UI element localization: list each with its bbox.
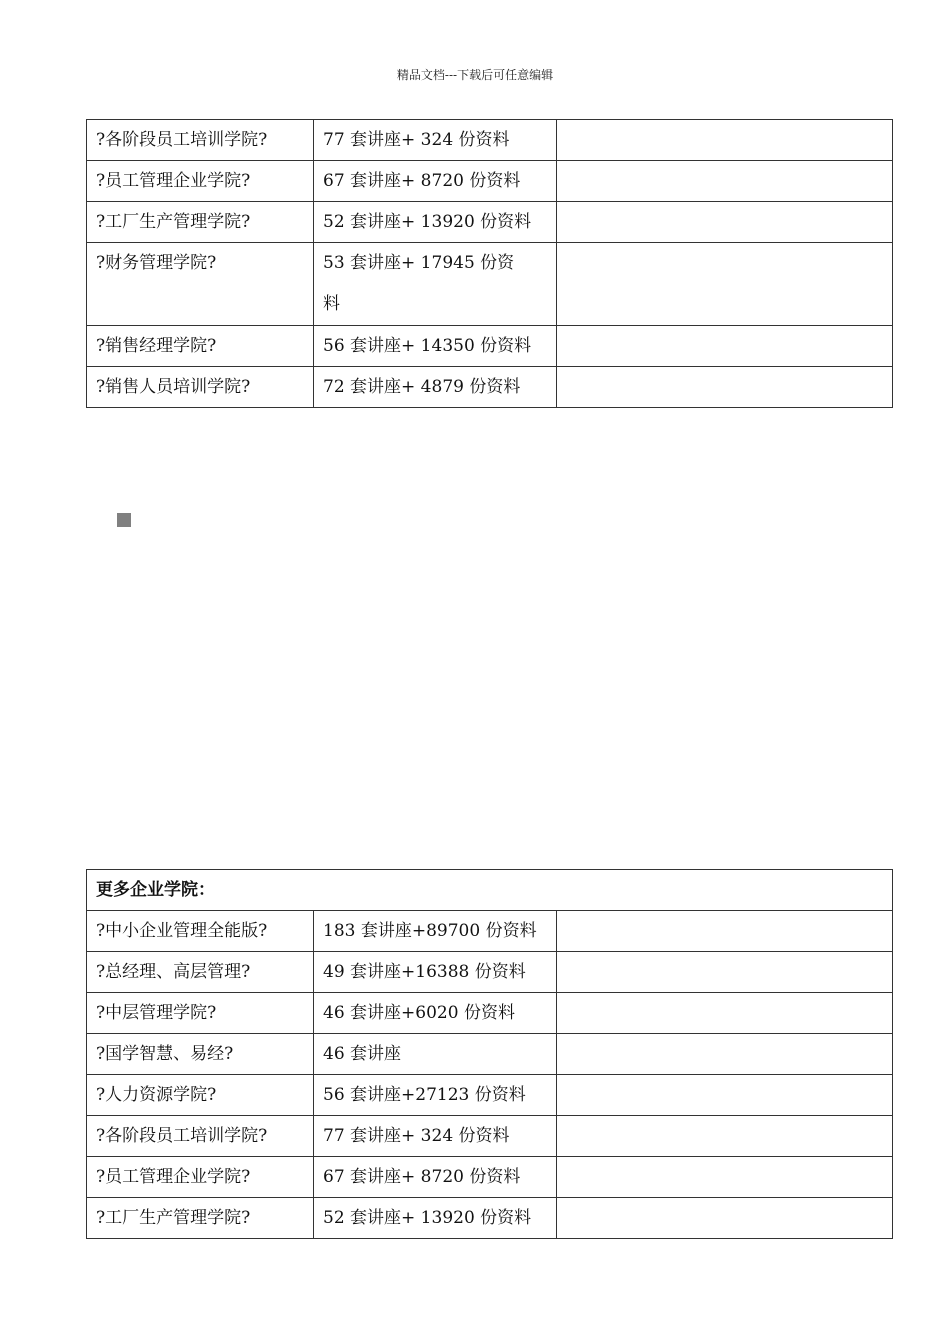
empty-cell [557, 952, 893, 993]
academy-table-1 [86, 119, 893, 408]
empty-cell [557, 202, 893, 243]
empty-cell [557, 367, 893, 408]
academy-detail: 52 套讲座+ 13920 份资料 [314, 202, 557, 243]
academy-detail: 46 套讲座+6020 份资料 [314, 993, 557, 1034]
academy-name: ?中小企业管理全能版? [87, 911, 314, 952]
academy-name: ?财务管理学院? [87, 243, 314, 326]
table-row [87, 952, 893, 993]
empty-cell [557, 993, 893, 1034]
academy-name: ?工厂生产管理学院? [87, 202, 314, 243]
academy-name: ?员工管理企业学院? [87, 1157, 314, 1198]
empty-cell [557, 1198, 893, 1239]
academy-detail: 56 套讲座+ 14350 份资料 [314, 326, 557, 367]
academy-detail-line2: 料 [323, 294, 340, 314]
table-row [87, 1116, 893, 1157]
empty-cell [557, 1034, 893, 1075]
table-row [87, 1157, 893, 1198]
table-row [87, 243, 893, 326]
table-row [87, 1075, 893, 1116]
empty-cell [557, 243, 893, 326]
page-header: 精品文档---下载后可任意编辑 [396, 68, 554, 82]
academy-detail [314, 243, 557, 326]
academy-name: ?销售经理学院? [87, 326, 314, 367]
academy-detail: 77 套讲座+ 324 份资料 [314, 1116, 557, 1157]
empty-cell [557, 1157, 893, 1198]
academy-detail: 67 套讲座+ 8720 份资料 [314, 161, 557, 202]
academy-table-2 [86, 869, 893, 1239]
table-row [87, 161, 893, 202]
academy-name: ?各阶段员工培训学院? [87, 120, 314, 161]
academy-detail: 77 套讲座+ 324 份资料 [314, 120, 557, 161]
academy-detail: 52 套讲座+ 13920 份资料 [314, 1198, 557, 1239]
academy-name: ?销售人员培训学院? [87, 367, 314, 408]
academy-name: ?工厂生产管理学院? [87, 1198, 314, 1239]
academy-detail: 72 套讲座+ 4879 份资料 [314, 367, 557, 408]
empty-cell [557, 161, 893, 202]
academy-name: ?总经理、高层管理? [87, 952, 314, 993]
table-row [87, 1034, 893, 1075]
table-title-row [87, 870, 893, 911]
empty-cell [557, 1075, 893, 1116]
academy-name: ?中层管理学院? [87, 993, 314, 1034]
academy-detail: 183 套讲座+89700 份资料 [314, 911, 557, 952]
empty-cell [557, 911, 893, 952]
academy-name: ?各阶段员工培训学院? [87, 1116, 314, 1157]
table-row [87, 367, 893, 408]
table-row [87, 1198, 893, 1239]
academy-detail: 49 套讲座+16388 份资料 [314, 952, 557, 993]
square-bullet-icon [117, 513, 131, 527]
academy-detail: 56 套讲座+27123 份资料 [314, 1075, 557, 1116]
table-row [87, 993, 893, 1034]
table-row [87, 202, 893, 243]
academy-name: ?人力资源学院? [87, 1075, 314, 1116]
academy-detail: 67 套讲座+ 8720 份资料 [314, 1157, 557, 1198]
table-row [87, 326, 893, 367]
academy-detail: 46 套讲座 [314, 1034, 557, 1075]
empty-cell [557, 326, 893, 367]
table-row [87, 120, 893, 161]
academy-detail-line1: 53 套讲座+ 17945 份资 [323, 253, 515, 273]
academy-name: ?国学智慧、易经? [87, 1034, 314, 1075]
section-title: 更多企业学院： [87, 870, 893, 911]
empty-cell [557, 1116, 893, 1157]
table-row [87, 911, 893, 952]
empty-cell [557, 120, 893, 161]
academy-name: ?员工管理企业学院? [87, 161, 314, 202]
